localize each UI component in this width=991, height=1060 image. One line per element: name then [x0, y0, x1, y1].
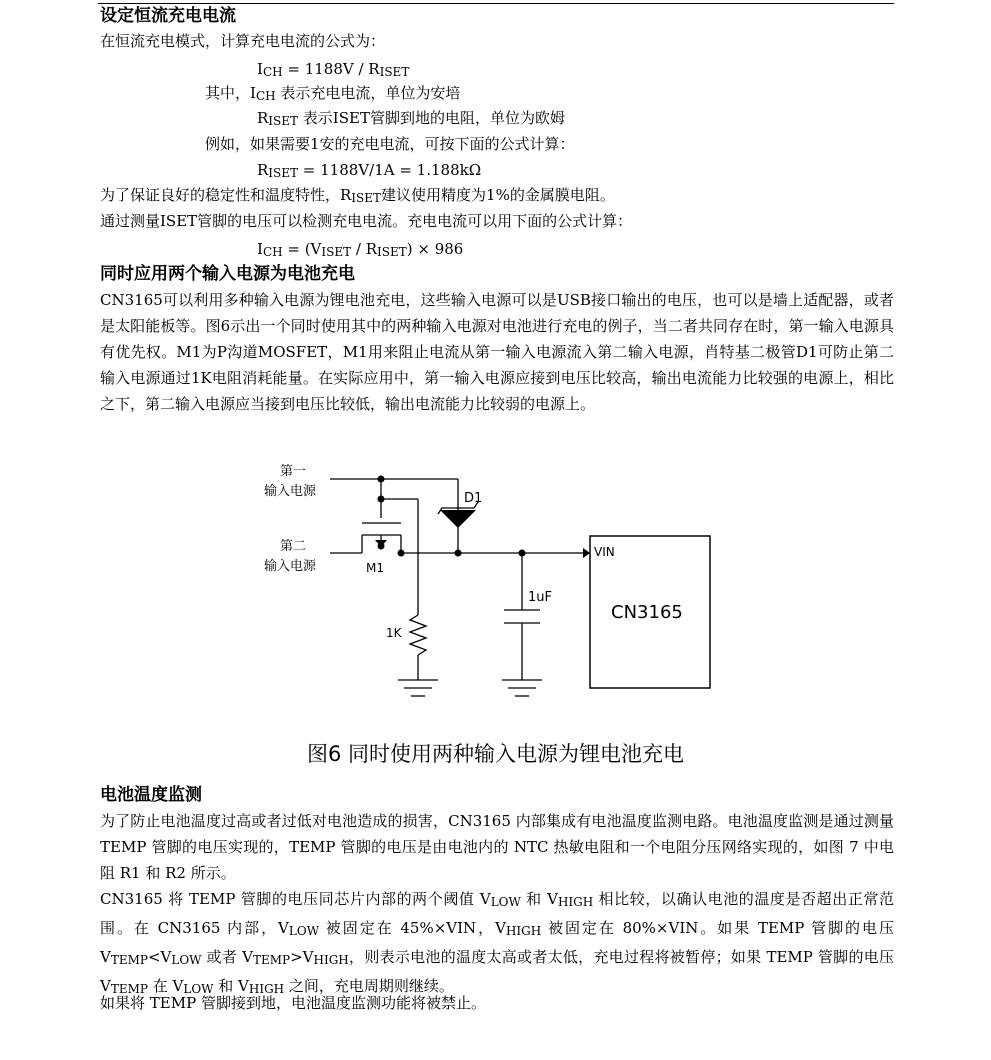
source1-label-line2: 输入电源	[264, 484, 317, 499]
measure-text: 通过测量ISET管脚的电压可以检测充电电流。充电电流可以用下面的公式计算：	[100, 212, 633, 230]
temperature-paragraph-1: 为了防止电池温度过高或者过低对电池造成的损害，CN3165 内部集成有电池温度监测电路。电池温度监测是通过测量 TEMP 管脚的电压实现的，TEMP 管脚的电压是由电池内的 NTC 热敏电阻和一个电阻分压网络实现的，如图 7 中电阻 R1 和 R2 所示。	[100, 812, 894, 882]
formula-riset: RISET = 1188V/1A = 1.188kΩ	[257, 161, 482, 180]
circuit-figure	[0, 455, 991, 720]
dual-input-paragraph: CN3165可以利用多种输入电源为锂电池充电，这些输入电源可以是USB接口输出的电压，也可以是墙上适配器，或者是太阳能板等。图6示出一个同时使用其中的两种输入电源对电池进行充电的例子，当二者共同存在时，第一输入电源具有优先权。M1为P沟道MOSFET，M1用来阻止电流从第一输入电源流入第二输入电源，肖特基二极管D1可防止第二输入电源通过1K电阻消耗能量。在实际应用中，第一输入电源应接到电压比较高，输出电流能力比较强的电源上，相比之下，第二输入电源应当接到电压比较低，输出电流能力比较弱的电源上。	[100, 291, 894, 413]
where-riset: RISET 表示ISET管脚到地的电阻，单位为欧姆	[257, 109, 565, 128]
where-ich: 其中，ICH 表示充电电流，单位为安培	[205, 84, 461, 103]
heading-dual-input: 同时应用两个输入电源为电池充电	[100, 264, 355, 284]
source2-label-line2: 输入电源	[264, 559, 317, 574]
example-text: 例如，如果需要1安的充电电流，可按下面的公式计算：	[205, 135, 575, 153]
formula-ich: ICH = 1188V / RISET	[257, 60, 410, 79]
vin-label: VIN	[594, 545, 615, 559]
source1-label-line1: 第一	[280, 464, 307, 479]
capacitor-label: 1uF	[528, 590, 552, 605]
heading-temperature: 电池温度监测	[100, 785, 202, 805]
resistor-note: 为了保证良好的稳定性和温度特性，RISET建议使用精度为1%的金属膜电阻。	[100, 186, 615, 205]
figure-caption: 图6 同时使用两种输入电源为锂电池充电	[306, 742, 685, 766]
chip-label: CN3165	[611, 602, 683, 623]
heading-constant-current: 设定恒流充电电流	[100, 6, 236, 26]
resistor-label: 1K	[386, 626, 402, 640]
intro-text: 在恒流充电模式，计算充电电流的公式为：	[100, 32, 386, 50]
temperature-paragraph-2: CN3165 将 TEMP 管脚的电压同芯片内部的两个阈值 VLOW 和 VHIGH 相比较，以确认电池的温度是否超出正常范围。在 CN3165 内部，VLOW 被固定在 45%×VIN，VHIGH 被固定在 80%×VIN。如果 TEMP 管脚的电压 VTEMP<VLOW 或者 VTEMP>VHIGH，则表示电池的温度太高或者太低，充电过程将被暂停；如果 TEMP 管脚的电压 VTEMP 在 VLOW 和 VHIGH 之间，充电周期则继续。	[100, 890, 894, 996]
temperature-paragraph-3: 如果将 TEMP 管脚接到地，电池温度监测功能将被禁止。	[100, 994, 486, 1012]
d1-label: D1	[464, 491, 483, 506]
m1-label: M1	[366, 561, 384, 575]
formula-ich-measure: ICH = (VISET / RISET) × 986	[257, 240, 464, 259]
top-rule	[98, 3, 894, 4]
source2-label-line1: 第二	[280, 539, 307, 554]
